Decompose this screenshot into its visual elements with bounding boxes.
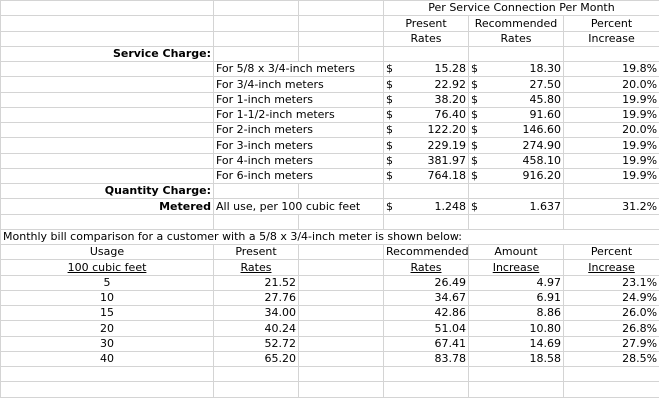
header-amount-increase[interactable]: Increase: [469, 260, 564, 275]
currency-symbol: $: [386, 77, 393, 91]
amount-increase[interactable]: 18.58: [469, 351, 564, 366]
recommended-rate: 458.10: [522, 153, 561, 167]
meter-description[interactable]: For 3-inch meters: [214, 138, 384, 153]
cell[interactable]: [469, 46, 564, 61]
currency-symbol: $: [386, 199, 393, 213]
sheet-row: [1, 229, 659, 244]
percent-increase[interactable]: 19.9%: [564, 138, 659, 153]
cell[interactable]: [299, 31, 384, 46]
present-rate: 76.40: [434, 108, 466, 121]
service-charge-row: [1, 62, 659, 77]
cell[interactable]: [299, 245, 384, 260]
currency-symbol: $: [471, 108, 478, 121]
cell[interactable]: [214, 46, 299, 61]
currency-symbol: $: [386, 169, 393, 182]
present-bill[interactable]: 40.24: [214, 321, 299, 336]
recommended-bill[interactable]: 67.41: [384, 336, 469, 351]
service-charge-row: [1, 138, 659, 153]
header-percent-increase[interactable]: Increase: [564, 260, 659, 275]
header-present[interactable]: Present: [214, 245, 299, 260]
service-charge-row: [1, 77, 659, 92]
present-rate: 22.92: [434, 77, 466, 91]
present-rate-cell[interactable]: [384, 138, 469, 153]
header-percent[interactable]: Percent: [564, 245, 659, 260]
cell[interactable]: [384, 184, 469, 199]
header-present[interactable]: Present: [384, 16, 469, 31]
recommended-rate-cell[interactable]: [469, 62, 564, 77]
comparison-row: [1, 336, 659, 351]
header-recommended[interactable]: Recommended: [384, 245, 469, 260]
sheet-row: [1, 214, 659, 229]
usage[interactable]: 15: [1, 306, 214, 321]
recommended-rate: 274.90: [522, 138, 561, 152]
present-rate-cell[interactable]: [384, 92, 469, 107]
recommended-rate-cell[interactable]: [469, 153, 564, 168]
present-rate-cell[interactable]: [384, 168, 469, 183]
cell[interactable]: [384, 214, 469, 229]
present-rate-cell[interactable]: [384, 77, 469, 92]
present-rate: 764.18: [427, 169, 466, 182]
cell[interactable]: [469, 367, 564, 382]
meter-description[interactable]: For 5/8 x 3/4-inch meters: [214, 62, 384, 77]
recommended-rate-cell[interactable]: [469, 77, 564, 92]
cell[interactable]: [384, 382, 469, 397]
meter-description[interactable]: For 6-inch meters: [214, 168, 384, 183]
header-percent-increase[interactable]: Increase: [564, 31, 659, 46]
service-charge-row: [1, 168, 659, 183]
percent-increase[interactable]: 27.9%: [564, 336, 659, 351]
percent-increase[interactable]: 20.0%: [564, 77, 659, 92]
present-bill[interactable]: 34.00: [214, 306, 299, 321]
service-charge-row: [1, 92, 659, 107]
present-rate-cell[interactable]: [384, 153, 469, 168]
amount-increase[interactable]: 10.80: [469, 321, 564, 336]
recommended-rate: 916.20: [522, 169, 561, 182]
meter-description[interactable]: For 1-inch meters: [214, 92, 384, 107]
cell[interactable]: [299, 336, 384, 351]
percent-increase[interactable]: 23.1%: [564, 275, 659, 290]
cell[interactable]: [469, 184, 564, 199]
amount-increase[interactable]: 6.91: [469, 290, 564, 305]
cell[interactable]: [299, 367, 384, 382]
usage[interactable]: 5: [1, 275, 214, 290]
sheet-row: [1, 1, 659, 16]
cell[interactable]: [299, 214, 384, 229]
percent-increase[interactable]: 19.9%: [564, 92, 659, 107]
recommended-bill[interactable]: 83.78: [384, 351, 469, 366]
recommended-rate-cell[interactable]: [469, 138, 564, 153]
recommended-rate-cell[interactable]: [469, 123, 564, 138]
cell[interactable]: [299, 306, 384, 321]
present-rate: 122.20: [427, 123, 466, 137]
cell[interactable]: [384, 46, 469, 61]
header-recommended[interactable]: Recommended: [469, 16, 564, 31]
usage[interactable]: 30: [1, 336, 214, 351]
recommended-rate-cell[interactable]: [469, 168, 564, 183]
usage[interactable]: 20: [1, 321, 214, 336]
sheet-row: [1, 31, 659, 46]
cell[interactable]: [564, 46, 659, 61]
present-rate: 1.248: [434, 199, 466, 213]
present-rate-cell[interactable]: [384, 123, 469, 138]
cell[interactable]: [299, 16, 384, 31]
cell[interactable]: [214, 367, 299, 382]
comparison-row: [1, 290, 659, 305]
sheet-row: [1, 367, 659, 382]
cell[interactable]: [299, 382, 384, 397]
amount-increase[interactable]: 4.97: [469, 275, 564, 290]
currency-symbol: $: [471, 77, 478, 91]
present-rate-cell[interactable]: [384, 107, 469, 122]
amount-increase[interactable]: 8.86: [469, 306, 564, 321]
cell[interactable]: [1, 123, 214, 138]
header-recommended-rates[interactable]: Rates: [384, 260, 469, 275]
present-rate-cell[interactable]: [384, 199, 469, 214]
sheet-row: [1, 245, 659, 260]
present-rate: 15.28: [434, 62, 466, 76]
percent-increase[interactable]: 20.0%: [564, 123, 659, 138]
header-usage-units[interactable]: 100 cubic feet: [1, 260, 214, 275]
sheet-row: [1, 184, 659, 199]
recommended-rate-cell[interactable]: [469, 199, 564, 214]
percent-increase[interactable]: 24.9%: [564, 290, 659, 305]
currency-symbol: $: [386, 138, 393, 152]
comparison-row: [1, 351, 659, 366]
present-bill[interactable]: 21.52: [214, 275, 299, 290]
cell[interactable]: [214, 1, 299, 16]
cell[interactable]: [1, 382, 214, 397]
percent-increase[interactable]: 19.8%: [564, 62, 659, 77]
meter-description[interactable]: For 1-1/2-inch meters: [214, 107, 384, 122]
percent-increase[interactable]: 26.8%: [564, 321, 659, 336]
comparison-intro[interactable]: Monthly bill comparison for a customer with a 5/8 x 3/4-inch meter is shown below:: [1, 229, 659, 244]
cell[interactable]: [214, 16, 299, 31]
currency-symbol: $: [386, 153, 393, 167]
recommended-rate-cell[interactable]: [469, 92, 564, 107]
service-charge-label[interactable]: Service Charge:: [1, 46, 214, 61]
cell[interactable]: [1, 214, 214, 229]
cell[interactable]: [1, 107, 214, 122]
header-group-title[interactable]: Per Service Connection Per Month: [384, 1, 659, 16]
currency-symbol: $: [471, 92, 478, 106]
recommended-rate: 146.60: [522, 123, 561, 137]
comparison-row: [1, 275, 659, 290]
percent-increase[interactable]: 26.0%: [564, 306, 659, 321]
currency-symbol: $: [471, 199, 478, 213]
recommended-bill[interactable]: 26.49: [384, 275, 469, 290]
present-rate: 38.20: [434, 92, 466, 106]
header-present-rates[interactable]: Rates: [384, 31, 469, 46]
cell[interactable]: [214, 214, 299, 229]
header-recommended-rates[interactable]: Rates: [469, 31, 564, 46]
usage[interactable]: 10: [1, 290, 214, 305]
cell[interactable]: [299, 321, 384, 336]
percent-increase[interactable]: 31.2%: [564, 199, 659, 214]
recommended-rate-cell[interactable]: [469, 107, 564, 122]
header-usage[interactable]: Usage: [1, 245, 214, 260]
recommended-rate: 27.50: [529, 77, 561, 91]
metered-label[interactable]: Metered: [1, 199, 214, 214]
currency-symbol: $: [471, 62, 478, 76]
sheet-row: [1, 382, 659, 397]
cell[interactable]: [1, 1, 214, 16]
cell[interactable]: [299, 184, 384, 199]
cell[interactable]: [1, 367, 214, 382]
currency-symbol: $: [386, 123, 393, 137]
cell[interactable]: [1, 92, 214, 107]
cell[interactable]: [564, 367, 659, 382]
service-charge-row: [1, 153, 659, 168]
amount-increase[interactable]: 14.69: [469, 336, 564, 351]
recommended-rate: 1.637: [529, 199, 561, 213]
currency-symbol: $: [386, 62, 393, 76]
percent-increase[interactable]: 19.9%: [564, 168, 659, 183]
comparison-row: [1, 306, 659, 321]
cell[interactable]: [299, 275, 384, 290]
cell[interactable]: [1, 153, 214, 168]
currency-symbol: $: [471, 138, 478, 152]
percent-increase[interactable]: 28.5%: [564, 351, 659, 366]
currency-symbol: $: [471, 153, 478, 167]
usage[interactable]: 40: [1, 351, 214, 366]
cell[interactable]: [299, 46, 384, 61]
recommended-bill[interactable]: 34.67: [384, 290, 469, 305]
percent-increase[interactable]: 19.9%: [564, 153, 659, 168]
cell[interactable]: [299, 351, 384, 366]
recommended-bill[interactable]: 42.86: [384, 306, 469, 321]
present-bill[interactable]: 65.20: [214, 351, 299, 366]
present-bill[interactable]: 27.76: [214, 290, 299, 305]
percent-increase[interactable]: 19.9%: [564, 107, 659, 122]
currency-symbol: $: [386, 108, 393, 121]
cell[interactable]: [1, 168, 214, 183]
sheet-row: [1, 46, 659, 61]
service-charge-row: [1, 123, 659, 138]
recommended-rate: 45.80: [529, 92, 561, 106]
currency-symbol: $: [471, 169, 478, 182]
meter-description[interactable]: For 4-inch meters: [214, 153, 384, 168]
cell[interactable]: [299, 290, 384, 305]
cell[interactable]: [1, 31, 214, 46]
cell[interactable]: [1, 16, 214, 31]
currency-symbol: $: [386, 92, 393, 106]
cell[interactable]: [299, 1, 384, 16]
metered-description[interactable]: All use, per 100 cubic feet: [214, 199, 384, 214]
recommended-rate: 18.30: [529, 62, 561, 76]
cell[interactable]: [1, 138, 214, 153]
present-rate: 229.19: [427, 138, 466, 152]
sheet-row: [1, 260, 659, 275]
meter-description[interactable]: For 2-inch meters: [214, 123, 384, 138]
cell[interactable]: [1, 62, 214, 77]
meter-description[interactable]: For 3/4-inch meters: [214, 77, 384, 92]
cell[interactable]: [469, 214, 564, 229]
cell[interactable]: [214, 184, 299, 199]
cell[interactable]: [1, 77, 214, 92]
present-bill[interactable]: 52.72: [214, 336, 299, 351]
recommended-bill[interactable]: 51.04: [384, 321, 469, 336]
header-amount[interactable]: Amount: [469, 245, 564, 260]
cell[interactable]: [214, 31, 299, 46]
service-charge-row: [1, 107, 659, 122]
present-rate: 381.97: [427, 153, 466, 167]
currency-symbol: $: [471, 123, 478, 137]
comparison-row: [1, 321, 659, 336]
header-present-rates[interactable]: Rates: [214, 260, 299, 275]
cell[interactable]: [564, 382, 659, 397]
recommended-rate: 91.60: [529, 108, 561, 121]
cell[interactable]: [469, 382, 564, 397]
present-rate-cell[interactable]: [384, 62, 469, 77]
cell[interactable]: [299, 260, 384, 275]
sheet-row: [1, 16, 659, 31]
quantity-charge-label[interactable]: Quantity Charge:: [1, 184, 214, 199]
cell[interactable]: [564, 214, 659, 229]
cell[interactable]: [384, 367, 469, 382]
cell[interactable]: [214, 382, 299, 397]
metered-row: [1, 199, 659, 214]
header-percent[interactable]: Percent: [564, 16, 659, 31]
cell[interactable]: [564, 184, 659, 199]
